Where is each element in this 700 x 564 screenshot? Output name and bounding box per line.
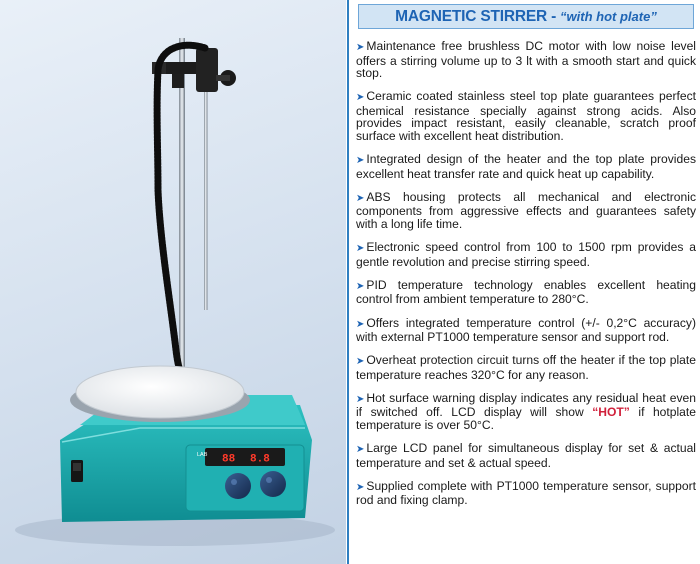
feature-item: ➤ Integrated design of the heater and the top plate provides excellent heat transfer rate and quick heat up capability.: [356, 152, 696, 181]
chevron-right-icon: ➤: [356, 155, 365, 167]
feature-item: ➤ Offers integrated temperature control (+/- 0,2°C accuracy) with external PT1000 temperature sensor and support rod.: [356, 315, 696, 345]
feature-item: ➤ Supplied complete with PT1000 temperature sensor, support rod and fixing clamp.: [356, 478, 696, 508]
column-divider: [347, 0, 349, 564]
display-window: [205, 448, 285, 466]
chevron-right-icon: ➤: [356, 92, 365, 104]
title-main: MAGNETIC STIRRER -: [395, 7, 557, 25]
chevron-right-icon: ➤: [356, 356, 365, 368]
product-photo: [0, 0, 346, 564]
svg-text:8.8: 8.8: [250, 453, 270, 466]
chevron-right-icon: ➤: [356, 481, 365, 493]
feature-item: ➤ Large LCD panel for simultaneous display for set & actual temperature and set & actual speed.: [356, 441, 696, 470]
chevron-right-icon: ➤: [356, 393, 365, 405]
chevron-right-icon: ➤: [356, 42, 365, 53]
title-subtitle: “with hot plate”: [560, 9, 657, 24]
temperature-knob: [225, 473, 251, 499]
chevron-right-icon: ➤: [356, 280, 365, 292]
hot-warning-text: “HOT”: [592, 405, 630, 420]
svg-text:LAB: LAB: [197, 452, 208, 458]
temperature-probe: [204, 60, 208, 310]
chevron-right-icon: ➤: [356, 318, 365, 330]
stirrer-illustration: [0, 0, 346, 564]
speed-knob: [260, 471, 286, 497]
feature-item: ➤ PID temperature technology enables excellent heating control from ambient temperature to 280°C.: [356, 277, 696, 307]
chevron-right-icon: ➤: [356, 444, 365, 456]
feature-item: ➤ Overheat protection circuit turns off the heater if the top plate temperature reaches 320°C for any reason.: [356, 353, 696, 382]
feature-item: ➤ Electronic speed control from 100 to 1500 rpm provides a gentle revolution and precise stirring speed.: [356, 240, 696, 269]
feature-item: ➤ ABS housing protects all mechanical and electronic components from aggressive effects and guarantees safety with a long life time.: [356, 189, 696, 232]
feature-item: ➤ Maintenance free brushless DC motor with low noise level offers a stirring volume up to 3 lt with a smooth start and quick stop.: [356, 39, 696, 81]
chevron-right-icon: ➤: [356, 192, 365, 204]
page-title: [358, 4, 694, 29]
feature-item: ➤ Ceramic coated stainless steel top plate guarantees perfect chemical resistance specially against strong acids. Also provides impact resistant, easily cleanable, scratch proof surface with excellent heat distribution.: [356, 89, 696, 144]
chevron-right-icon: ➤: [356, 243, 365, 255]
feature-list: [356, 40, 696, 518]
feature-item: ➤ Hot surface warning display indicates any residual heat even if switched off. LCD display will show “HOT” if hotplate temperature is over 50°C.: [356, 390, 696, 433]
svg-text:88: 88: [222, 453, 236, 466]
